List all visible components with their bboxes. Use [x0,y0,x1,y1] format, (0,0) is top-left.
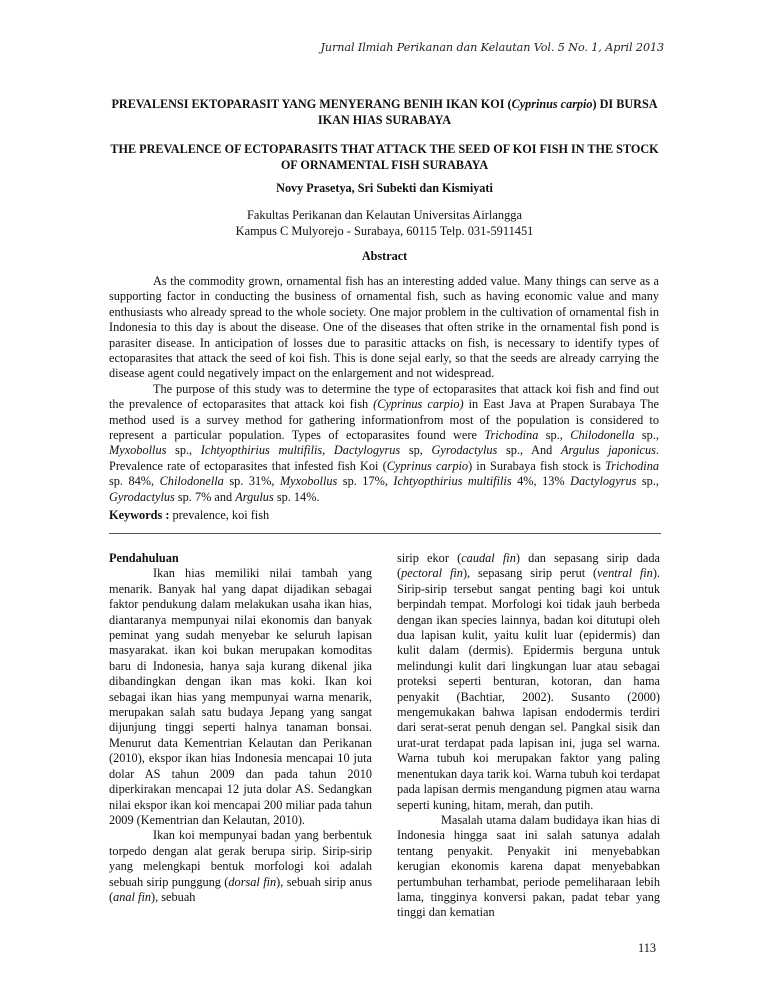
title-english: THE PREVALENCE OF ECTOPARASITS THAT ATTACK THE SEED OF KOI FISH IN THE STOCK OF ORNAMENTAL FISH SURABAYA [110,142,659,172]
authors: Novy Prasetya, Sri Subekti dan Kismiyati [276,181,493,195]
affiliation-line-1: Fakultas Perikanan dan Kelautan Universitas Airlangga [247,208,522,222]
abstract-heading: Abstract [361,249,408,263]
title-indonesian: PREVALENSI EKTOPARASIT YANG MENYERANG BENIH IKAN KOI (Cyprinus carpio) DI BURSA IKAN HIAS SURABAYA [111,97,658,127]
title-species: Cyprinus carpio [511,97,593,111]
affiliation-line-2: Kampus C Mulyorejo - Surabaya, 60115 Telp. 031-5911451 [235,223,534,238]
abstract-paragraph-2: The purpose of this study was to determine the type of ectoparasites that attack koi fish and find out the prevalence of ectoparasites that attack koi fish (Cyprinus carpio) in East Java at Prapen Surabaya The method used is a survey method for gathering informationfrom most of the population is considered to represent a particular population. Types of ectoparasites found were Trichodina sp., Chilodonella sp., Myxobollus sp., Ichtyopthirius multifilis, Dactylogyrus sp, Gyrodactylus sp., And Argulus japonicus. Prevalence rate of ectoparasites that infested fish Koi (Cyprinus carpio) in Surabaya fish stock is Trichodina sp. 84%, Chilodonella sp. 31%, Myxobollus sp. 17%, Ichtyopthirius multifilis 4%, 13% Dactylogyrus sp., Gyrodactylus sp. 7% and Argulus sp. 14%. [109,381,659,504]
body-paragraph: Ikan hias memiliki nilai tambah yang menarik. Banyak hal yang dapat dijadikan sebagai faktor pendukung dalam melakukan usaha ikan hias, diantaranya mempunyai nilai ekonomis dan banyak peminat yang sudah menyebar ke seluruh lapisan masyarakat. ikan koi bukan merupakan komoditas baru di Indonesia, hanya saja kurang dikenal jika dibandingkan dengan ikan mas koki. Ikan koi sebagai ikan hias yang mempunyai warna menarik, merupakan salah satu budaya Jepang yang sangat dijunjung tinggi seperti halnya tanaman bonsai. Menurut data Kementrian Kelautan dan Perikanan (2010), ekspor ikan hias Indonesia mencapai 10 juta dolar AS tahun 2009 dan pada tahun 2010 diperkirakan mencapai 12 juta dolar AS. Sedangkan nilai ekspor ikan koi mencapai 200 miliar pada tahun 2009 (Kementrian dan Kelautan, 2010). [109,566,372,827]
body-paragraph: sirip ekor (caudal fin) dan sepasang sirip dada (pectoral fin), sepasang sirip perut (ventral fin). Sirip-sirip tersebut sangat penting bagi koi untuk berpindah tempat. Morfologi koi tidak jauh berbeda dengan ikan species lainnya, badan koi ditutupi oleh dua lapisan kulit, yaitu kulit luar (epidermis) dan kulit dalam (dermis). Epidermis berguna untuk melindungi kulit dari lingkungan luar atau sebagai proteksi seperti benturan, kotoran, dan hama penyakit (Bachtiar, 2002). Susanto (2000) mengemukakan bahwa lapisan endodermis terdiri dari serat-serat penuh dengan sel. Pangkal sisik dan urat-urat terdapat pada lapisan ini, juga sel warna. Warna tubuh koi merupakan faktor yang paling menentukan daya tarik koi. Warna tubuh koi terdapat pada lapisan dermis mengandung pigmen atau warna seperti kuning, hitam, merah, dan putih. [397,551,660,812]
abstract-body [109,274,659,505]
abstract-paragraph-1: As the commodity grown, ornamental fish has an interesting added value. Many things can serve as a supporting factor in conducting the business of ornamental fish, such as having economic value and many enthusiasts who already spread to the whole society. One major problem in the cultivation of ornamental fish in Indonesia to this day is about the disease. One of the diseases that often strike in the ornamental fish pond is parasiter disease. In anticipation of losses due to parasitic attacks on fish, is necessary to identify types of ectoparasites that attack the seed of koi fish. This is done sejal early, so that the seeds are already carrying the disease agent could negatively impact on the enlargement and not widespread. [109,274,659,381]
section-heading-pendahuluan: Pendahuluan [109,551,179,565]
affiliation [108,208,661,239]
keywords-label: Keywords : [109,508,170,522]
title-block [108,97,661,173]
page-number: 113 [638,941,656,955]
keywords [109,508,269,523]
section-divider [109,533,661,534]
body-paragraph: Ikan koi mempunyai badan yang berbentuk torpedo dengan alat gerak berupa sirip. Sirip-sirip yang melengkapi bentuk morfologi koi adalah sebuah sirip punggung (dorsal fin), sebuah sirip anus (anal fin), sebuah [109,828,372,904]
keywords-value: prevalence, koi fish [169,508,270,522]
body-column-right [397,551,660,921]
body-column-left [109,551,372,905]
body-paragraph: Masalah utama dalam budidaya ikan hias di Indonesia hingga saat ini salah satunya adalah tentang penyakit. Penyakit ini menyebabkan kerugian ekonomis karena dapat menyebabkan pertumbuhan terhambat, periode pemeliharaan lebih lama, tingginya konversi pakan, padat tebar yang tinggi dan kematian [397,812,660,920]
journal-header: Jurnal Ilmiah Perikanan dan Kelautan Vol. 5 No. 1, April 2013 [320,41,664,54]
